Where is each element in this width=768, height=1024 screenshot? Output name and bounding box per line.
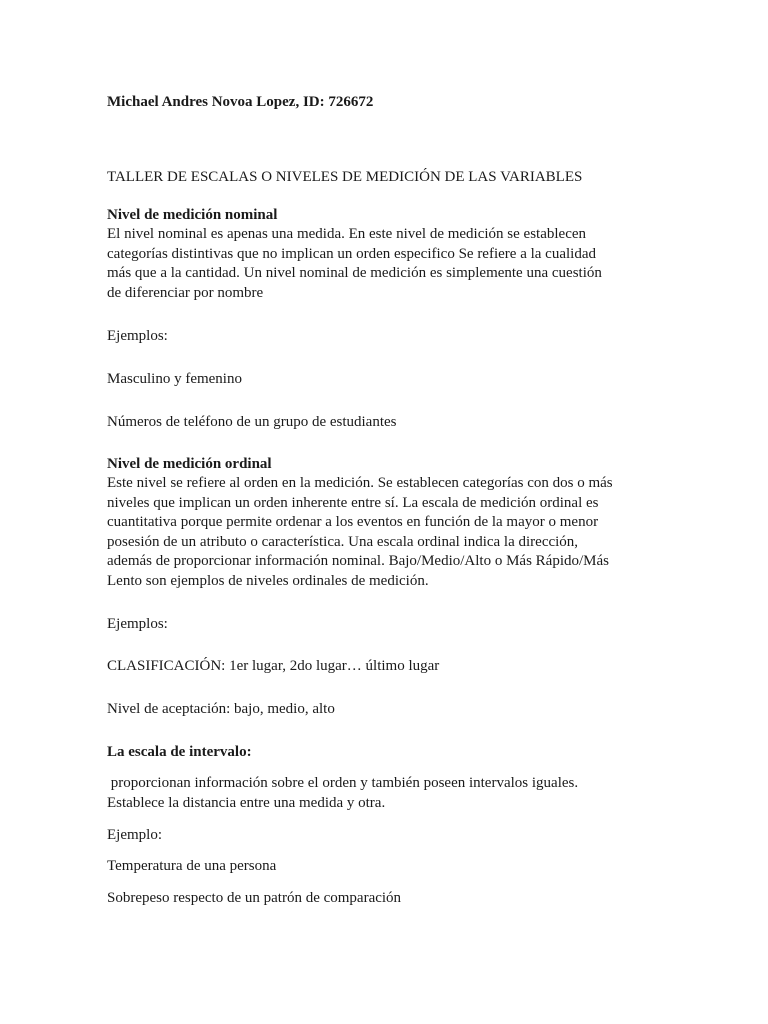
ordinal-line: Este nivel se refiere al orden en la medición. Se establecen categorías con dos o más [107, 475, 613, 491]
interval-example: Temperatura de una persona [107, 858, 277, 874]
nominal-heading: Nivel de medición nominal [107, 207, 278, 223]
ordinal-line: además de proporcionar información nominal. Bajo/Medio/Alto o Más Rápido/Más [107, 553, 609, 569]
ordinal-example: CLASIFICACIÓN: 1er lugar, 2do lugar… último lugar [107, 658, 440, 674]
ordinal-example: Nivel de aceptación: bajo, medio, alto [107, 701, 335, 717]
interval-example: Sobrepeso respecto de un patrón de comparación [107, 890, 402, 906]
interval-line: proporcionan información sobre el orden y también poseen intervalos iguales. [107, 775, 579, 791]
nominal-line: de diferenciar por nombre [107, 284, 264, 301]
nominal-example: Números de teléfono de un grupo de estudiantes [107, 414, 397, 430]
ordinal-line: niveles que implican un orden inherente entre sí. La escala de medición ordinal es [107, 494, 599, 511]
document-title: TALLER DE ESCALAS O NIVELES DE MEDICIÓN DE LAS VARIABLES [107, 169, 583, 185]
nominal-line: El nivel nominal es apenas una medida. En este nivel de medición se establecen [107, 226, 587, 242]
ordinal-line: posesión de un atributo o característica. Una escala ordinal indica la dirección, [107, 533, 579, 550]
interval-paragraph [107, 774, 663, 813]
author-line: Michael Andres Novoa Lopez, ID: 726672 [107, 94, 374, 110]
nominal-line: categorías distintivas que no implican un orden especifico Se refiere a la cualidad [107, 245, 596, 262]
interval-heading: La escala de intervalo: [107, 744, 252, 760]
nominal-line: más que a la cantidad. Un nivel nominal de medición es simplemente una cuestión [107, 265, 602, 281]
nominal-examples-label: Ejemplos: [107, 328, 168, 344]
ordinal-line: cuantitativa porque permite ordenar a los eventos en función de la mayor o menor [107, 514, 599, 530]
nominal-example: Masculino y femenino [107, 371, 242, 387]
ordinal-examples-label: Ejemplos: [107, 616, 168, 632]
ordinal-heading: Nivel de medición ordinal [107, 456, 272, 472]
ordinal-line: Lento son ejemplos de niveles ordinales de medición. [107, 572, 429, 589]
interval-line: Establece la distancia entre una medida y otra. [107, 794, 386, 811]
ordinal-paragraph [107, 474, 663, 591]
nominal-paragraph [107, 225, 663, 303]
interval-example-label: Ejemplo: [107, 827, 162, 843]
